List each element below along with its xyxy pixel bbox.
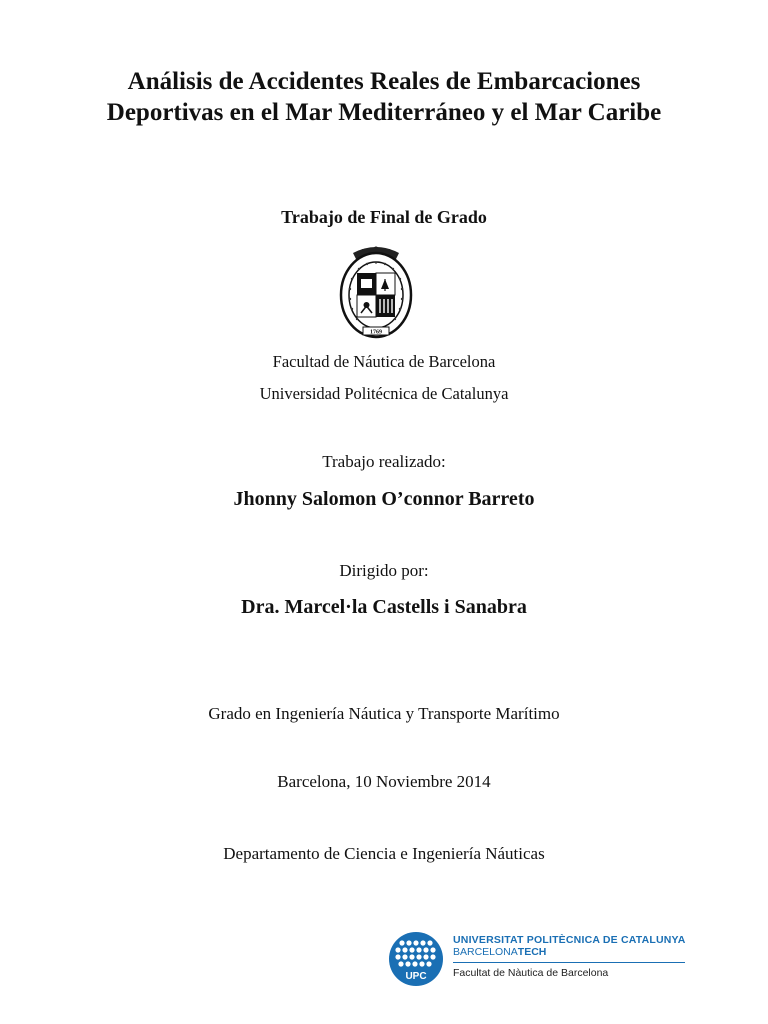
title-line-2: Deportivas en el Mar Mediterráneo y el Mar Caribe <box>106 99 662 126</box>
upc-tagline-city: BARCELONA <box>453 946 518 958</box>
upc-acronym: UPC <box>405 971 427 982</box>
seal-year: 1769 <box>370 329 382 336</box>
upc-circle-icon <box>389 932 443 986</box>
upc-faculty-name: Facultat de Nàutica de Barcelona <box>453 967 609 979</box>
department-name: Departamento de Ciencia e Ingeniería Náuticas <box>223 844 545 863</box>
director-name: Dra. Marcel·la Castells i Sanabra <box>241 596 527 618</box>
author-label: Trabajo realizado: <box>322 452 446 471</box>
upc-university-name: UNIVERSITAT POLITÈCNICA DE CATALUNYA <box>453 934 686 946</box>
degree-name: Grado en Ingeniería Náutica y Transporte Marítimo <box>208 704 560 723</box>
upc-logo <box>389 932 689 986</box>
director-label: Dirigido por: <box>339 561 429 580</box>
university-name: Universidad Politécnica de Catalunya <box>259 384 509 403</box>
document-title <box>0 66 768 128</box>
upc-divider <box>453 962 685 963</box>
author-name: Jhonny Salomon O’connor Barreto <box>233 488 535 510</box>
faculty-name: Facultad de Náutica de Barcelona <box>272 352 496 371</box>
date-place: Barcelona, 10 Noviembre 2014 <box>277 772 491 791</box>
title-line-1: Análisis de Accidentes Reales de Embarcaciones <box>127 68 641 95</box>
faculty-seal-icon <box>339 243 413 341</box>
upc-wordmark <box>453 934 689 979</box>
upc-tagline-tech: TECH <box>517 946 547 958</box>
upc-tagline <box>453 946 689 958</box>
document-type: Trabajo de Final de Grado <box>281 207 487 227</box>
